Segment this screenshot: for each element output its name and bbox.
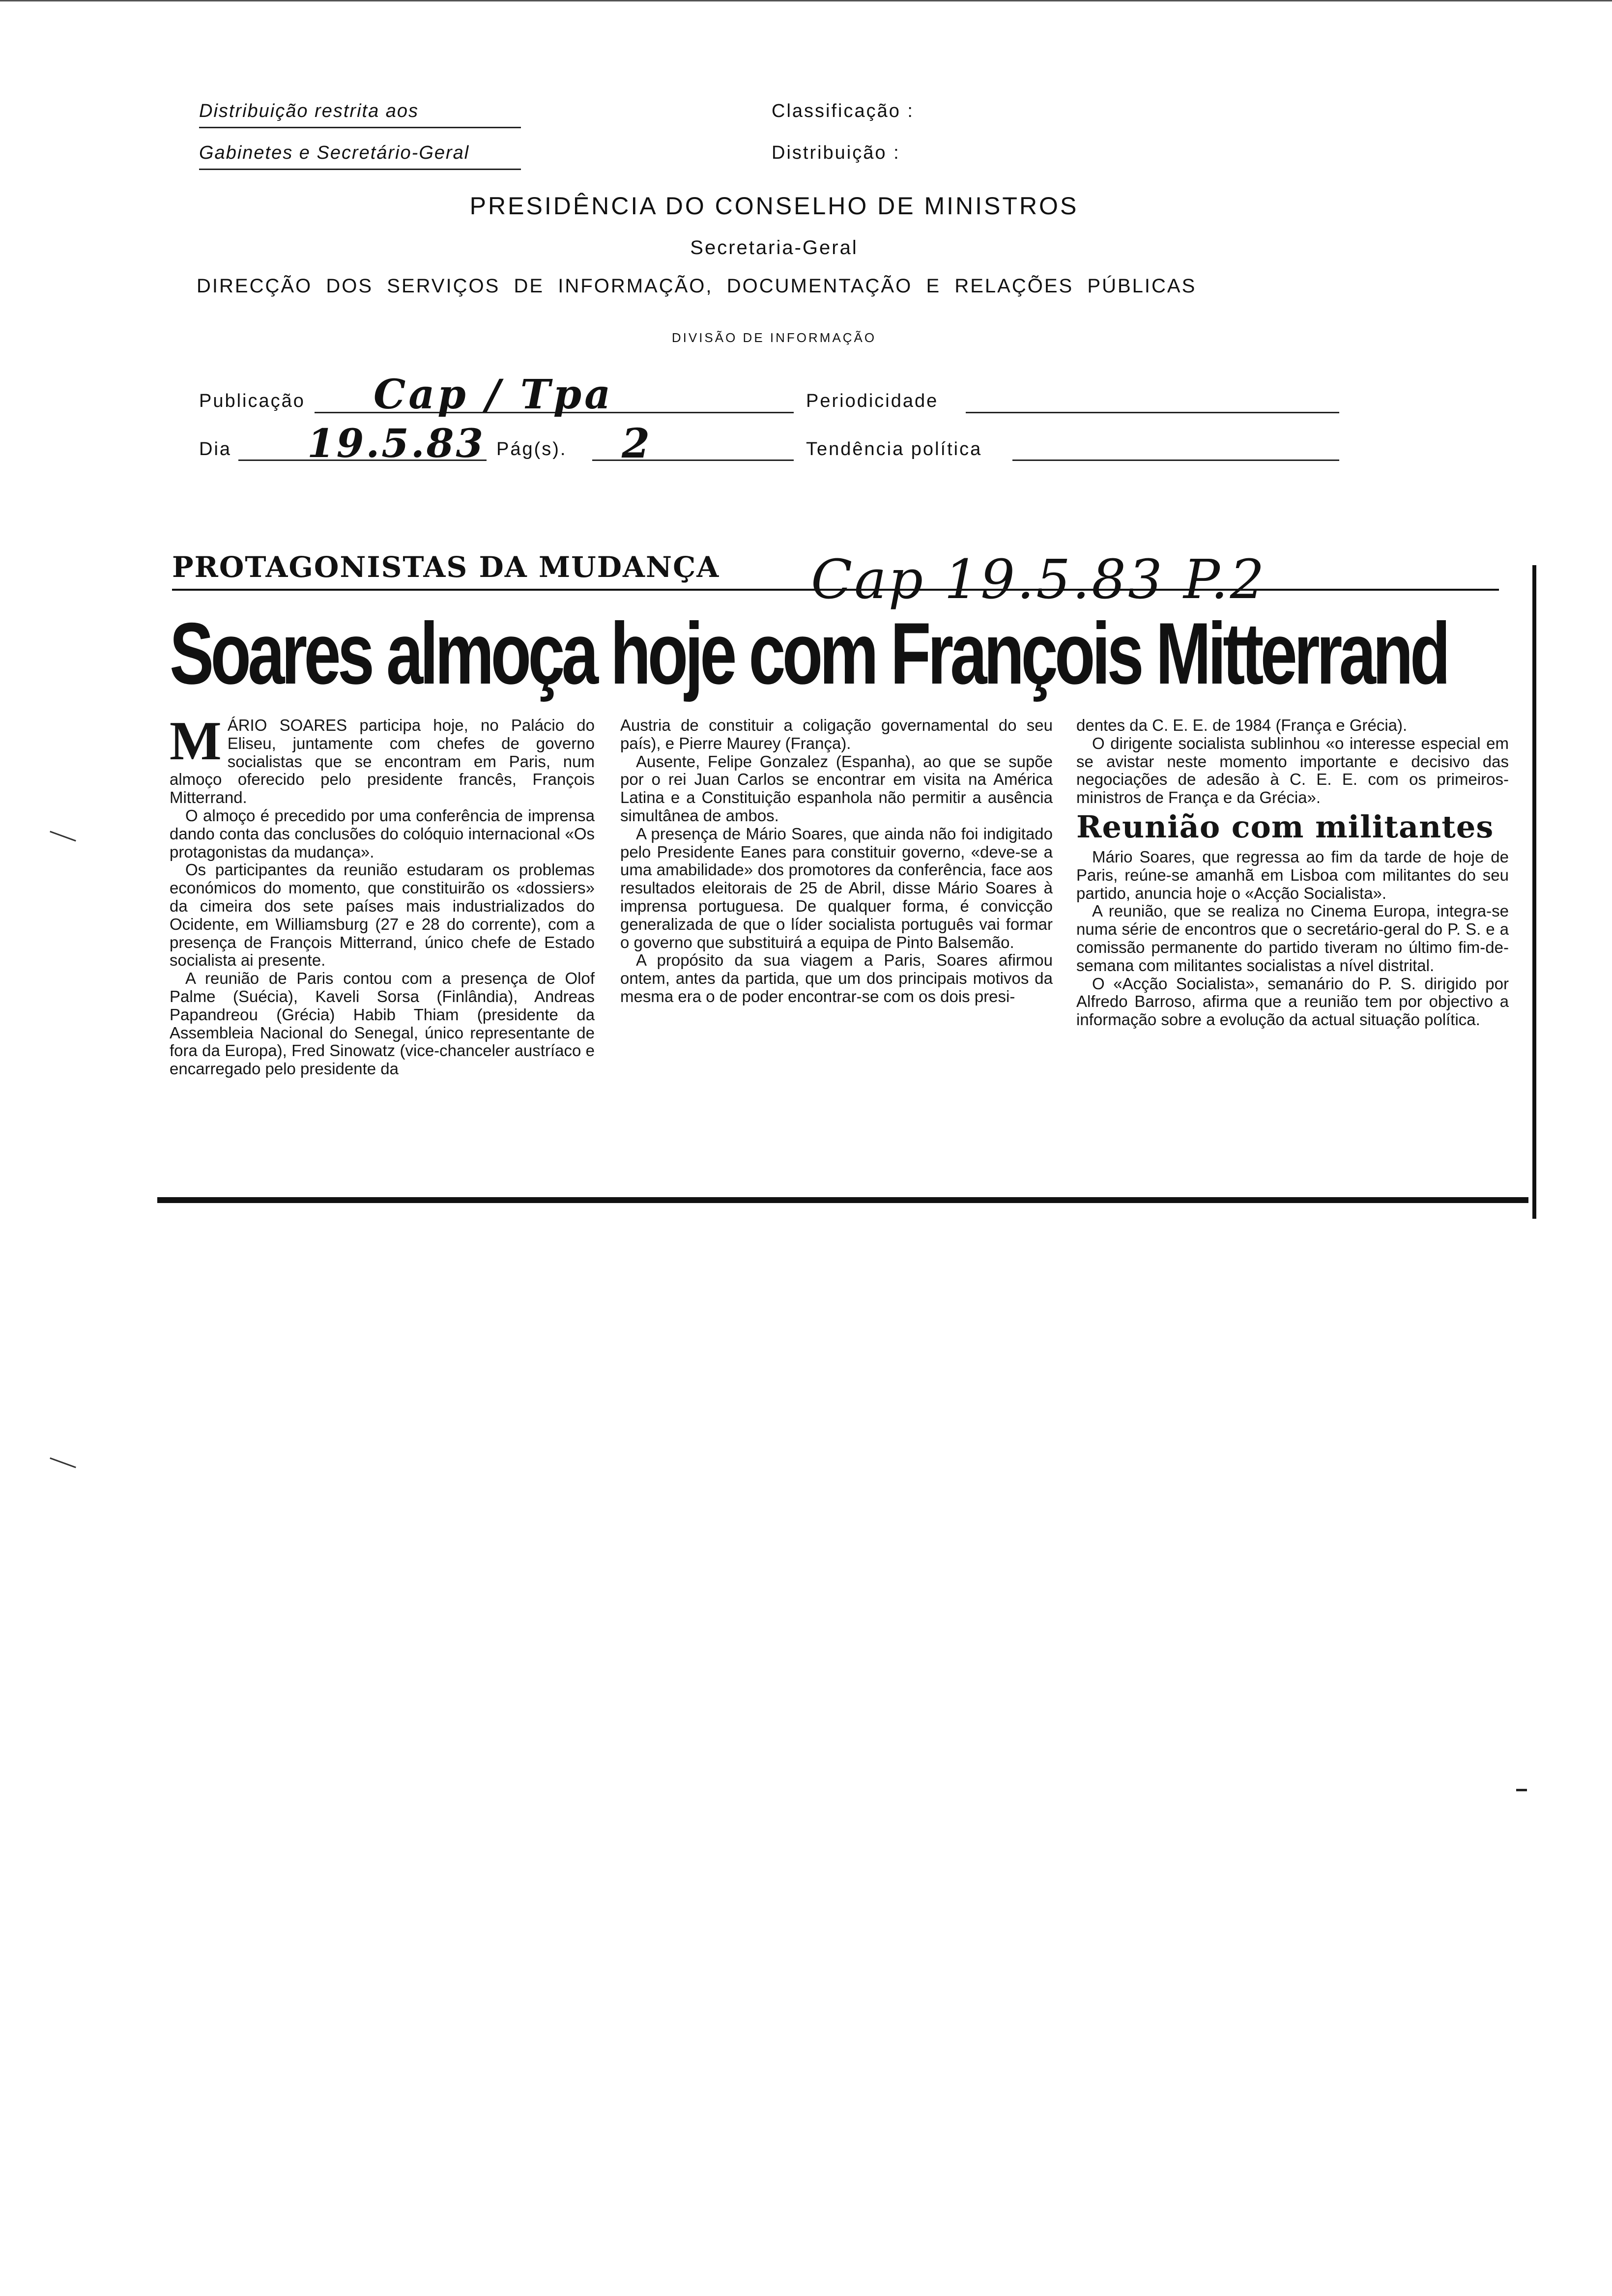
secretariat-title: Secretaria-Geral [690,237,858,258]
dropcap-letter: M [170,711,222,772]
restricted-underline-1 [199,127,521,128]
col2-paragraph: Austria de constituir a coligação governamental do seu país), e Pierre Maurey (França). [620,716,1053,752]
classification-label: Classificação : [772,101,914,121]
tendency-field-line [1012,459,1339,461]
clipping-handwritten-note: Cap 19.5.83 P.2 [811,548,1267,611]
article-kicker: PROTAGONISTAS DA MUDANÇA [172,550,720,584]
col1-paragraph: O almoço é precedido por uma conferência de imprensa dando conta das conclusões do colóquio internacional «Os protagonistas da mudança». [170,806,595,861]
day-handwritten-value: 19.5.83 [307,420,486,466]
article-column-3 [1076,717,1509,1029]
day-label: Dia [199,439,232,459]
restricted-underline-2 [199,169,521,170]
presidency-title: PRESIDÊNCIA DO CONSELHO DE MINISTROS [469,192,1079,220]
tendency-label: Tendência política [806,439,982,459]
periodicity-field-line [966,412,1339,413]
col2-paragraph: A propósito da sua viagem a Paris, Soares afirmou ontem, antes da partida, que um dos principais motivos da mesma era o de poder encontrar-se com os dois presi- [620,951,1053,1005]
division-title: DIVISÃO DE INFORMAÇÃO [671,330,877,345]
col1-paragraph: A reunião de Paris contou com a presença de Olof Palme (Suécia), Kaveli Sorsa (Finlândia), Andreas Papandreou (Grécia) Habib Thiam (presidente da Assembleia Nacional do Senegal, único representante de fora da Europa), Fred Sinowatz (vice-chanceler austríaco e encarregado pelo presidente da [170,969,595,1078]
restricted-distribution-line2: Gabinetes e Secretário-Geral [199,143,470,163]
scan-mark [50,831,76,842]
scan-mark [1516,1789,1527,1791]
distribution-label: Distribuição : [772,143,900,163]
periodicity-label: Periodicidade [806,391,939,411]
col3-paragraph: Mário Soares, que regressa ao fim da tarde de hoje de Paris, reúne-se amanhã em Lisboa com militantes do seu partido, anuncia hoje o «Acção Socialista». [1076,847,1509,902]
article-column-1 [170,711,595,1078]
col1-paragraph: ÁRIO SOARES participa hoje, no Palácio do Eliseu, juntamente com chefes de governo socialistas que se encontram em Paris, num almoço oferecido pelo presidente francês, François Mitterrand. [170,716,595,807]
col3-paragraph: O «Acção Socialista», semanário do P. S. dirigido por Alfredo Barroso, afirma que a reunião tem por objectivo a informação sobre a evolução da actual situação política. [1076,974,1509,1029]
clipping-right-bar [1532,565,1536,1219]
col3-paragraph: A reunião, que se realiza no Cinema Europa, integra-se numa série de encontros que o secretário-geral do P. S. e a comissão permanente do partido tiveram no último fim-de-semana com militantes socialistas a nível distrital. [1076,902,1509,975]
scan-mark [50,1458,76,1468]
scan-top-edge [0,0,1612,1]
col3-paragraph: dentes da C. E. E. de 1984 (França e Grécia). [1076,716,1408,734]
col2-paragraph: Ausente, Felipe Gonzalez (Espanha), ao que se supõe por o rei Juan Carlos se encontrar em visita na América Latina e a Constituição espanhola não permitir a ausência simultânea de ambos. [620,752,1053,825]
col3-paragraph: O dirigente socialista sublinhou «o interesse especial em se avistar neste momento importante e decisivo das negociações de adesão à C. E. E. com os primeiros-ministros de França e da Grécia». [1076,734,1509,807]
article-headline: Soares almoça hoje com François Mitterrand [170,604,1447,702]
article-subhead: Reunião com militantes [1076,808,1494,845]
col2-paragraph: A presença de Mário Soares, que ainda não foi indigitado pelo Presidente Eanes para constituir governo, «deve-se a uma amabilidade» dos promotores da conferência, face aos resultados eleitorais de 25 de Abril, disse Mário Soares à imprensa portuguesa. De qualquer forma, é convicção generalizada de que o líder socialista português vai formar o governo que substituirá a equipa de Pinto Balsemão. [620,824,1053,951]
col1-paragraph: Os participantes da reunião estudaram os problemas económicos do momento, que constituirão os «dossiers» da cimeira dos sete países mais industrializados do Ocidente, em Williamsburg (27 e 28 do corrente), com a presença de François Mitterrand, único chefe de Estado socialista ai presente. [170,861,595,970]
publication-handwritten-value: Cap / Tpa [374,371,614,418]
clipping-bottom-rule [157,1197,1528,1203]
directorate-title: DIRECÇÃO DOS SERVIÇOS DE INFORMAÇÃO, DOCUMENTAÇÃO E RELAÇÕES PÚBLICAS [197,275,1197,297]
article-column-2 [620,717,1053,1006]
pages-label: Pág(s). [496,439,567,459]
publication-label: Publicação [199,391,305,411]
restricted-distribution-line1: Distribuição restrita aos [199,101,419,121]
pages-handwritten-value: 2 [622,420,650,467]
